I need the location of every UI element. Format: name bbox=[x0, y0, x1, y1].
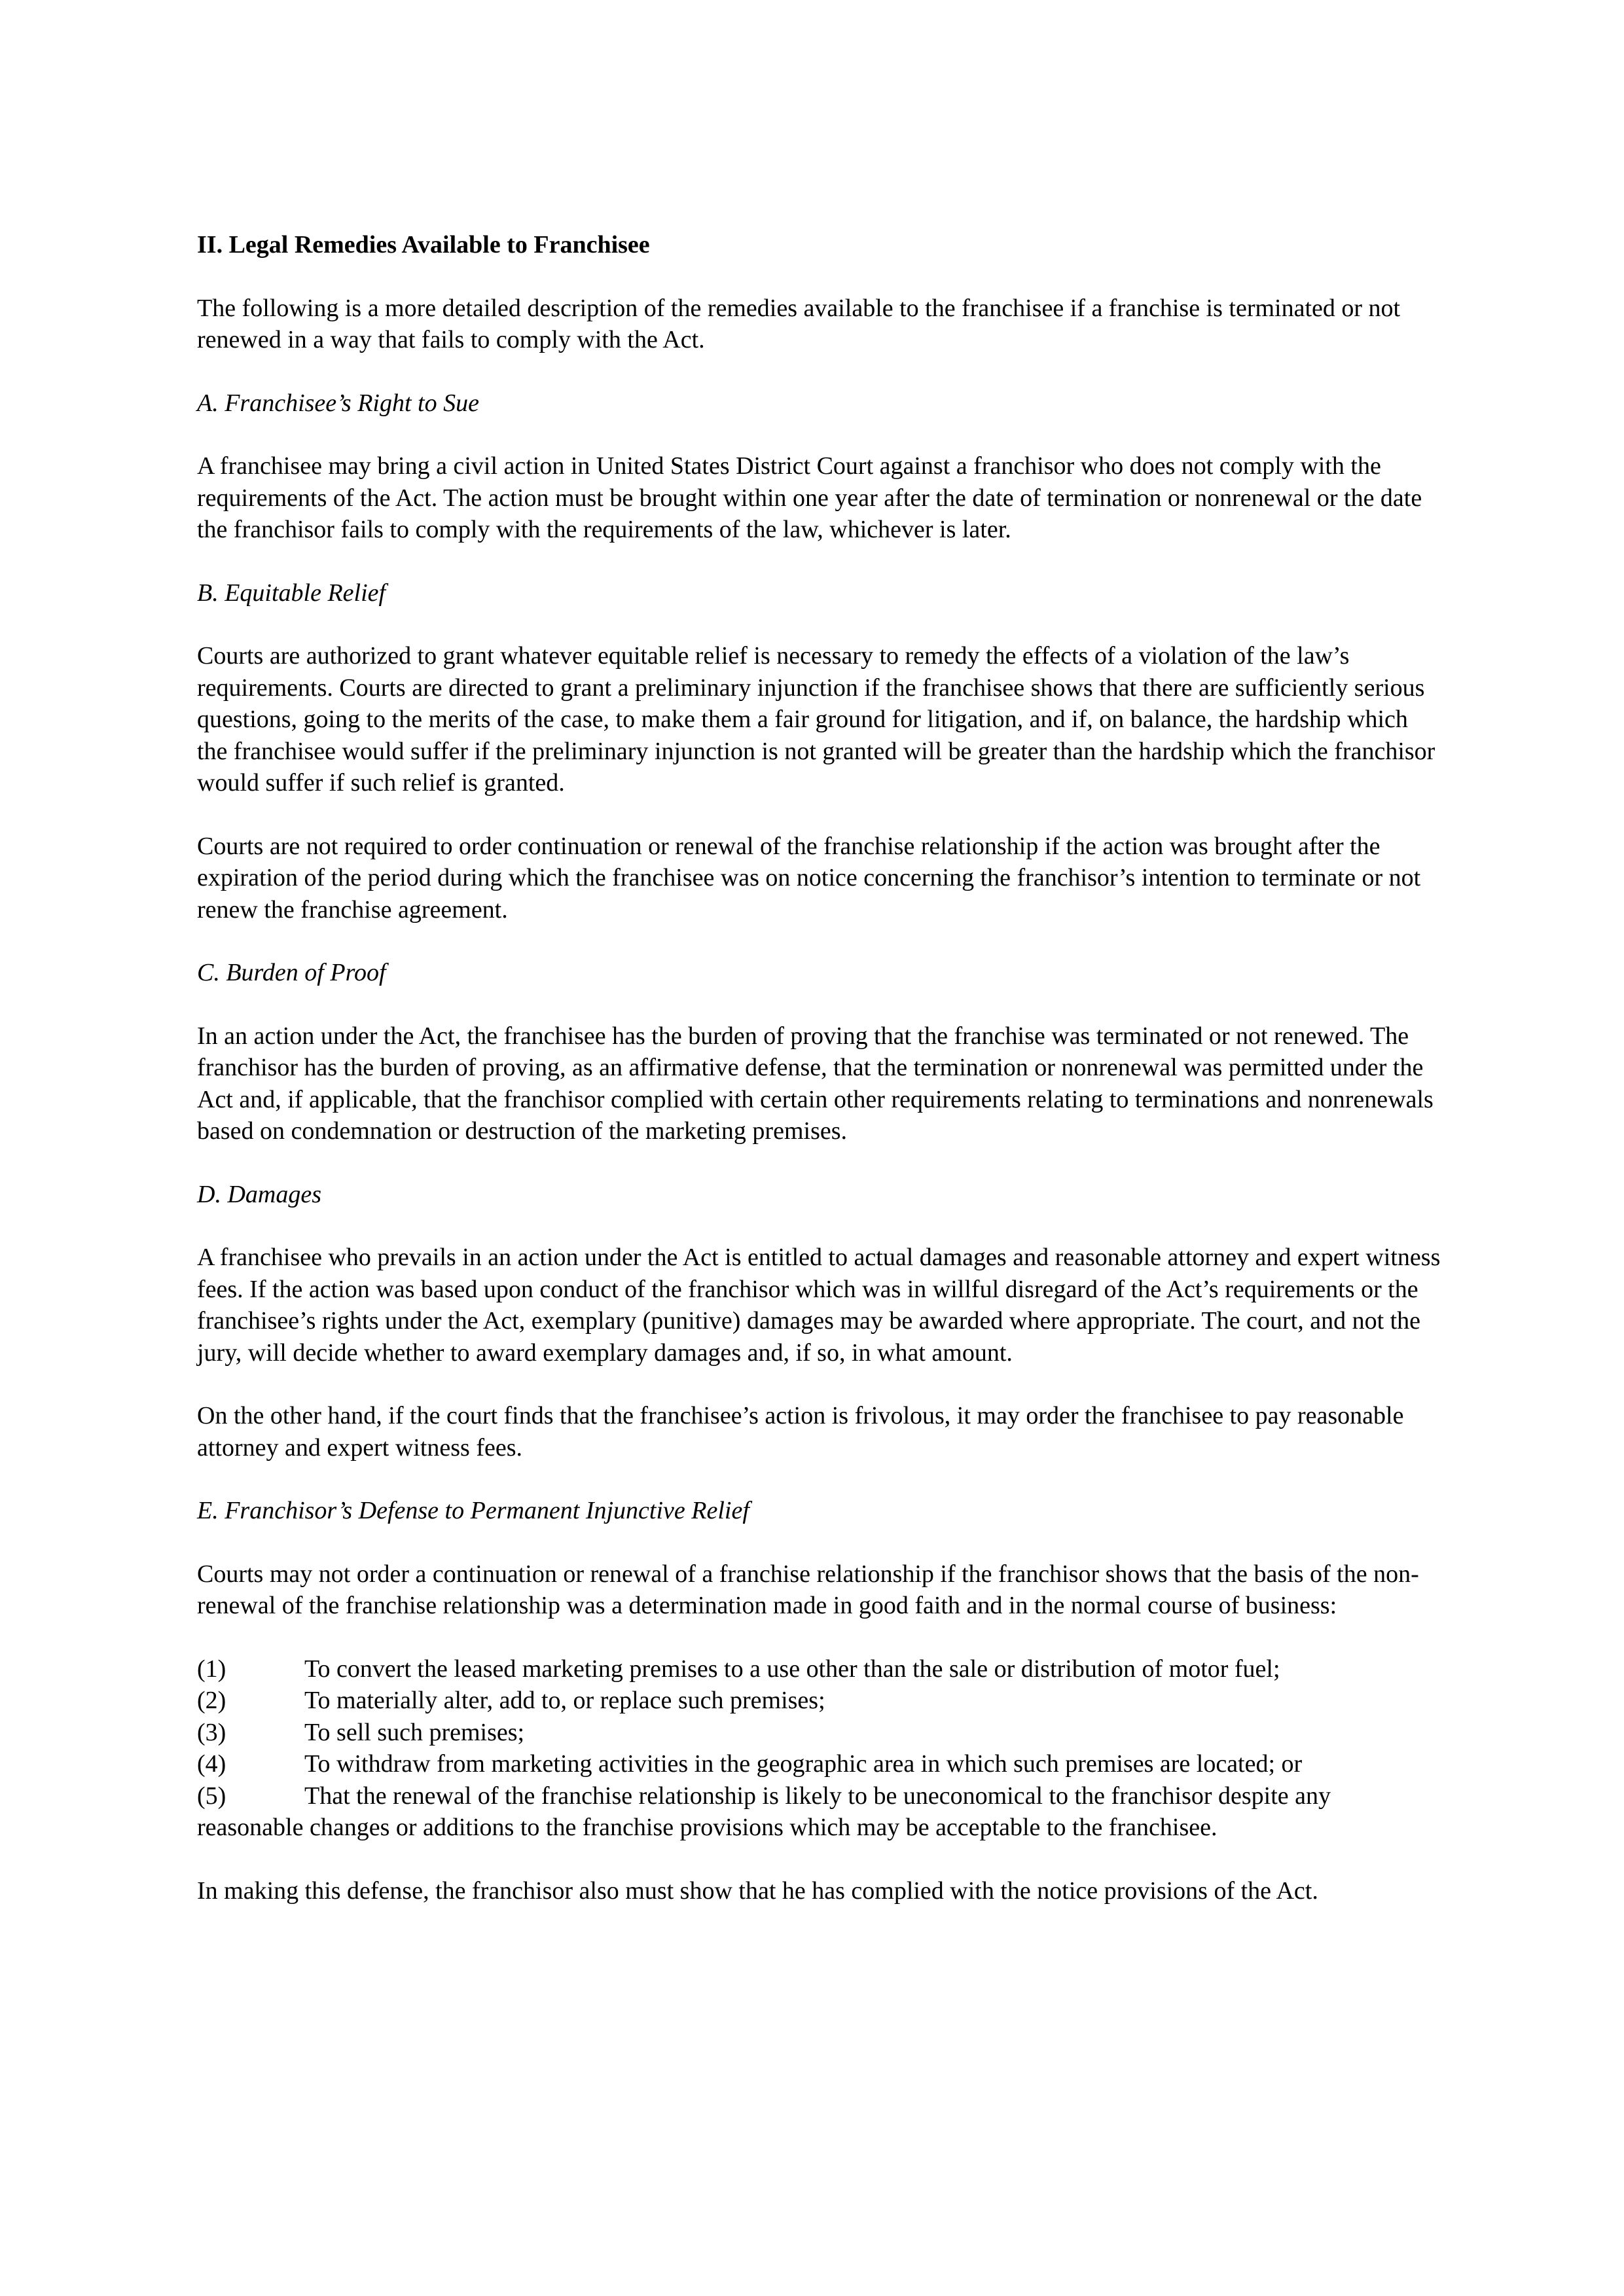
list-item-text: That the renewal of the franchise relationship is likely to be uneconomical to the franchisor despite any reasonable changes or additions to the franchise provisions which may be acceptable to the franchisee. bbox=[197, 1782, 1331, 1841]
list-item-text: To materially alter, add to, or replace such premises; bbox=[304, 1687, 825, 1714]
paragraph-equitable-relief-2: Courts are not required to order continuation or renewal of the franchise relationship if the action was brought after the expiration of the period during which the franchisee was on notice concerning the franchisor’s intention to terminate or not renew the franchise agreement. bbox=[197, 832, 1421, 924]
list-item bbox=[197, 1748, 1441, 1780]
paragraph-damages-1: A franchisee who prevails in an action under the Act is entitled to actual damages and reasonable attorney and expert witness fees. If the action was based upon conduct of the franchisor which was in willful disregard of the Act’s requirements or the franchisee’s rights under the Act, exemplary (punitive) damages may be awarded where appropriate. The court, and not the jury, will decide whether to award exemplary damages and, if so, in what amount. bbox=[197, 1244, 1441, 1367]
list-item bbox=[197, 1653, 1441, 1685]
section-heading: II. Legal Remedies Available to Franchisee bbox=[197, 231, 650, 259]
list-item bbox=[197, 1717, 1441, 1749]
subheading-damages: D. Damages bbox=[197, 1180, 321, 1208]
paragraph-right-to-sue: A franchisee may bring a civil action in United States District Court against a franchisor who does not comply with the requirements of the Act. The action must be brought within one year after the date of termination or nonrenewal or the date the franchisor fails to comply with the requirements of the law, whichever is later. bbox=[197, 452, 1422, 543]
paragraph-equitable-relief-1: Courts are authorized to grant whatever equitable relief is necessary to remedy the effects of a violation of the law’s requirements. Courts are directed to grant a preliminary injunction if the franchisee shows that there are sufficiently serious questions, going to the merits of the case, to make them a fair ground for litigation, and if, on balance, the hardship which the franchisee would suffer if the preliminary injunction is not granted will be greater than the hardship which the franchisor would suffer if such relief is granted. bbox=[197, 642, 1435, 797]
subheading-right-to-sue: A. Franchisee’s Right to Sue bbox=[197, 389, 479, 417]
paragraph-franchisor-defense: Courts may not order a continuation or renewal of a franchise relationship if the franchisor shows that the basis of the non-renewal of the franchise relationship was a determination made in good faith and in the normal course of business: bbox=[197, 1560, 1419, 1619]
paragraph-burden-of-proof: In an action under the Act, the franchisee has the burden of proving that the franchise was terminated or not renewed. The franchisor has the burden of proving, as an affirmative defense, that the termination or nonrenewal was permitted under the Act and, if applicable, that the franchisor complied with certain other requirements relating to terminations and nonrenewals based on condemnation or destruction of the marketing premises. bbox=[197, 1022, 1434, 1145]
list-item bbox=[197, 1685, 1441, 1717]
list-item-number: (5) bbox=[197, 1782, 226, 1810]
list-item-number: (1) bbox=[197, 1655, 226, 1683]
list-item-number: (3) bbox=[197, 1718, 226, 1746]
paragraph-damages-2: On the other hand, if the court finds that the franchisee’s action is frivolous, it may order the franchisee to pay reasonable attorney and expert witness fees. bbox=[197, 1402, 1404, 1462]
subheading-franchisor-defense: E. Franchisor’s Defense to Permanent Injunctive Relief bbox=[197, 1497, 749, 1524]
intro-paragraph: The following is a more detailed description of the remedies available to the franchisee if a franchise is terminated or not renewed in a way that fails to comply with the Act. bbox=[197, 294, 1401, 353]
list-item-text: To convert the leased marketing premises to a use other than the sale or distribution of motor fuel; bbox=[304, 1655, 1280, 1683]
list-item-number: (2) bbox=[197, 1687, 226, 1714]
list-item-text: To sell such premises; bbox=[304, 1718, 525, 1746]
list-item bbox=[197, 1780, 1441, 1844]
list-item-number: (4) bbox=[197, 1750, 226, 1778]
defense-list bbox=[197, 1653, 1441, 1844]
list-item-text: To withdraw from marketing activities in the geographic area in which such premises are located; or bbox=[304, 1750, 1303, 1778]
paragraph-notice-provisions: In making this defense, the franchisor also must show that he has complied with the notice provisions of the Act. bbox=[197, 1876, 1318, 1905]
subheading-equitable-relief: B. Equitable Relief bbox=[197, 579, 386, 607]
subheading-burden-of-proof: C. Burden of Proof bbox=[197, 959, 386, 986]
document-page bbox=[197, 229, 1441, 1938]
